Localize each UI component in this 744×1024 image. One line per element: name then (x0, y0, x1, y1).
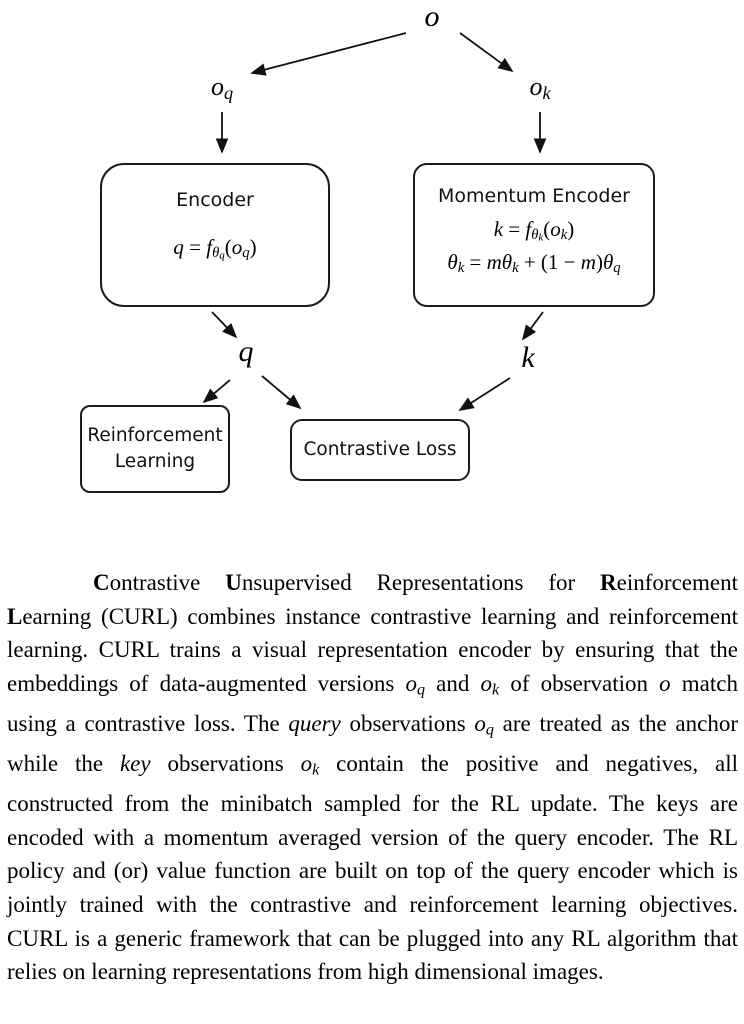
momentum-encoder-box (413, 163, 655, 307)
arrow-momentum-encoder-to-k (523, 312, 543, 339)
arrow-q-to-contrastive-loss (262, 376, 300, 408)
reinforcement-learning-box (80, 405, 230, 493)
observation-label: o (424, 0, 440, 33)
arrow-k-to-contrastive-loss (460, 378, 510, 410)
arrow-encoder-to-q (212, 312, 236, 337)
key-label: k (521, 341, 535, 374)
encoder-title: Encoder (176, 189, 254, 211)
arrow-q-to-rl (204, 380, 230, 402)
query-label: q (238, 335, 254, 368)
obs-query-label: oq (210, 72, 234, 103)
caption-paragraph: Contrastive Unsupervised Representations for Reinforcement Learning (CURL) combines instance contrastive learning and reinforcement learning. CURL trains a visual representation encoder by ensuring that the embeddings of data-augmented versions oq and ok of observation o match using a contrastive loss. The query observations oq are treated as the anchor while the key observations ok contain the positive and negatives, all constructed from the minibatch sampled for the RL update. The keys are encoded with a momentum averaged version of the query encoder. The RL policy and (or) value function are built on top of the query encoder which is jointly trained with the contrastive and reinforcement learning objectives. CURL is a generic framework that can be plugged into any RL algorithm that relies on learning representations from high dimensional images. (7, 570, 739, 985)
encoder-formula: $q = f\theta_q(oq)$ (173, 235, 257, 262)
obs-key-label: ok (529, 72, 551, 103)
momentum-encoder-formula-1: $k = f\theta_k(ok)$ (493, 217, 575, 244)
encoder-box (100, 163, 330, 307)
arrow-o-to-oq (252, 33, 406, 73)
arrow-o-to-ok (460, 33, 512, 71)
contrastive-loss-box (290, 419, 470, 481)
contrastive-loss-label: Contrastive Loss (303, 439, 457, 460)
momentum-encoder-formula-2: θk = mθk + (1 − m)θq (447, 250, 621, 277)
rl-box-line2: Learning (114, 451, 196, 472)
rl-box-line1: Reinforcement (87, 425, 223, 446)
momentum-encoder-title: Momentum Encoder (438, 185, 630, 207)
